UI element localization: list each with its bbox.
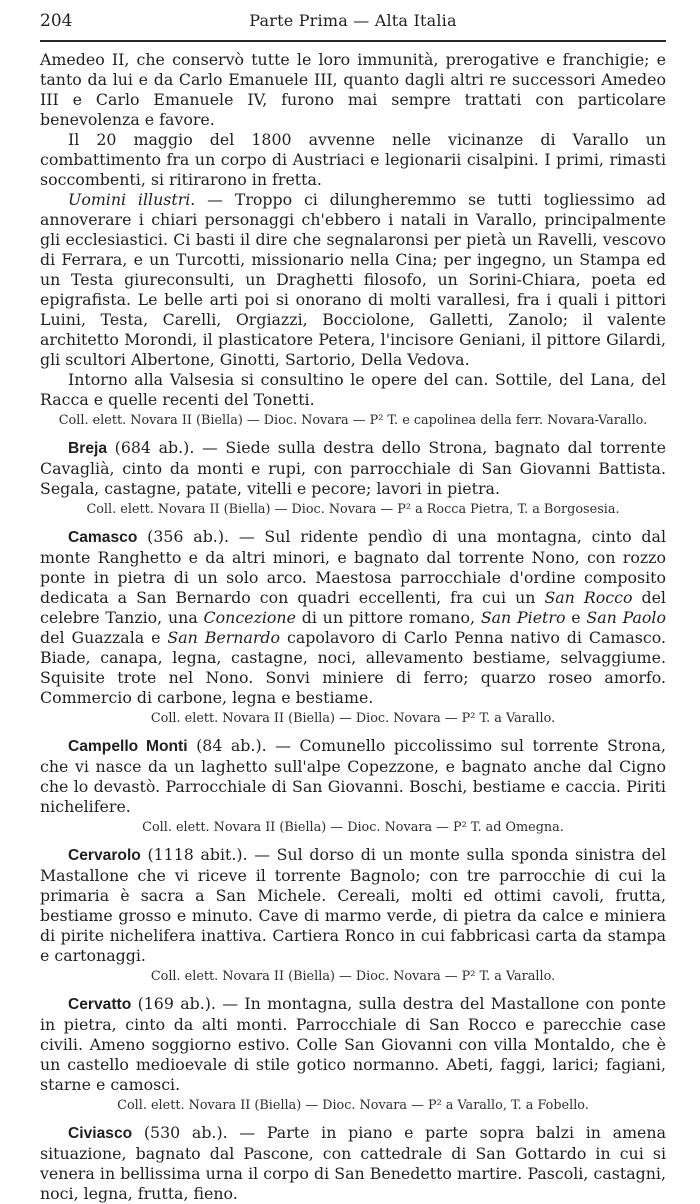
entry-description: — In montagna, sulla destra del Mastallone con ponte in pietra, cinto da alti monti. Parrocchiale di San Rocco e parecchie case civili. Ameno soggiorno estivo. Colle San Giovanni con villa Montaldo, che è un castello medioevale di stile gotico normanno. Abeti, faggi, larici; fagiani, starne e camosci. <box>40 994 666 1094</box>
document-page <box>40 10 667 1203</box>
battle-paragraph: Il 20 maggio del 1800 avvenne nelle vicinanze di Varallo un combattimento fra un corpo di Austriaci e legionarii cisalpini. I primi, rimasti soccombenti, si ritirarono in fretta. <box>40 130 666 189</box>
page-body <box>40 50 666 1204</box>
entry-description: — Sul dorso di un monte sulla sponda sinistra del Mastallone che vi riceve il torrente Bagnolo; con tre parrocchie di cui la primaria è sacra a San Michele. Cereali, molti ed ottimi cavoli, frutta, bestiame grosso e minuto. Cave di marmo verde, di pietra da calce e miniera di pirite nichelifera inattiva. Cartiera Ronco in cui fabbricasi carta da stampa e cartonaggi. <box>40 845 667 965</box>
opening-administrative-note: Coll. elett. Novara II (Biella) — Dioc. Novara — P² T. e capolinea della ferr. Novara-Varallo. <box>58 413 648 428</box>
entry-description-part: di un pittore romano, <box>295 608 481 627</box>
entry-description-part: del Guazzala e <box>40 628 168 647</box>
notable-people-paragraph <box>40 190 666 370</box>
notable-people-text: — Troppo ci dilungheremmo se tutti togliessimo ad annoverare i chiari personaggi ch'ebbero i natali in Varallo, principalmente gli ecclesiastici. Ci basti il dire che segnalaronsi per pietà un Ravelli, vescovo di Ferrara, e un Turcotti, missionario nella Cina; per ingegno, un Stampa ed un Testa giureconsulti, un Draghetti filosofo, un Sorini-Chiara, poeta ed epigrafista. Le belle arti poi si onorano di molti varallesi, fra i quali i pittori Luini, Testa, Carelli, Orgiazzi, Bocciolone, Galletti, Zanolo; il valente architetto Morondi, il plasticatore Petera, l'incisore Geniani, il pittore Gilardi, gli scultori Albertone, Ginotti, Sartorio, Della Vedova. <box>40 190 666 369</box>
entry-title: Cervatto <box>68 996 132 1013</box>
notable-people-heading: Uomini illustri. <box>68 190 196 209</box>
entry-paragraph <box>40 845 666 966</box>
entry-description: — Comunello piccolissimo sul torrente Strona, che vi nasce da un laghetto sull'alpe Copezzone, e bagnato anche dal Cigno che lo devastò. Parrocchiale di San Giovanni. Boschi, bestiame e caccia. Piriti nichelifere. <box>40 736 667 816</box>
artwork-title: San Bernardo <box>167 628 281 647</box>
entry-administrative-note: Coll. elett. Novara II (Biella) — Dioc. Novara — P² T. a Varallo. <box>150 711 556 726</box>
entry-title: Cervarolo <box>68 847 141 864</box>
page-header <box>40 10 666 42</box>
references-paragraph: Intorno alla Valsesia si consultino le opere del can. Sottile, del Lana, del Racca e quelle recenti del Tonetti. <box>40 370 666 409</box>
entry-description: — Parte in piano e parte sopra balzi in amena situazione, bagnato dal Pascone, con cattedrale di San Gottardo in cui si venera in bellissima urna il corpo di San Benedetto martire. Pascoli, castagni, noci, legna, frutta, fieno. <box>40 1123 667 1203</box>
entry-population: (1118 abit.). <box>140 845 248 864</box>
entry-paragraph <box>40 527 666 708</box>
entry-breja <box>40 438 666 519</box>
opening-paragraph: Amedeo II, che conservò tutte le loro immunità, prerogative e franchigie; e tanto da lui e da Carlo Emanuele III, quanto dagli altri re successori Amedeo III e Carlo Emanuele IV, furono mai sempre trattati con particolare benevolenza e favore. <box>40 50 666 129</box>
entry-description-part: del celebre Tanzio, una <box>40 588 666 627</box>
entry-administrative-note: Coll. elett. Novara II (Biella) — Dioc. Novara — P² a Varallo, T. a Fobello. <box>117 1098 589 1113</box>
entry-campello-monti <box>40 736 666 837</box>
entry-paragraph <box>40 1123 666 1204</box>
entry-population: (684 ab.). <box>107 438 195 457</box>
artwork-title: San Paolo <box>586 608 666 627</box>
entry-camasco <box>40 527 666 728</box>
entry-title: Campello Monti <box>68 738 188 755</box>
entry-administrative-note: Coll. elett. Novara II (Biella) — Dioc. Novara — P² T. a Varallo. <box>150 969 556 984</box>
entry-description: — Siede sulla destra dello Strona, bagnato dal torrente Cavaglià, cinto da monti e rupi, con parrocchiale di San Giovanni Battista. Segala, castagne, patate, vitelli e pecore; lavori in pietra. <box>40 438 667 498</box>
artwork-title: Concezione <box>203 608 296 627</box>
entry-administrative-note: Coll. elett. Novara II (Biella) — Dioc. Novara — P² T. ad Omegna. <box>142 820 564 835</box>
artwork-title: San Pietro <box>480 608 566 627</box>
running-title: Parte Prima — Alta Italia <box>249 11 457 30</box>
entry-paragraph <box>40 736 666 817</box>
entry-administrative-note: Coll. elett. Novara II (Biella) — Dioc. Novara — P² a Rocca Pietra, T. a Borgosesia. <box>86 502 620 517</box>
entry-cervatto <box>40 994 666 1115</box>
page-number: 204 <box>40 11 73 31</box>
entry-description-part: capolavoro di Carlo Penna nativo di Camasco. Biade, canapa, legna, castagne, noci, allevamento bestiame, selvaggiume. Squisite trote nel Nono. Sonvi miniere di ferro; quarzo roseo amorfo. Commercio di carbone, legna e bestiame. <box>40 628 666 707</box>
entry-paragraph <box>40 438 666 499</box>
artwork-title: San Rocco <box>544 588 633 607</box>
entry-population: (84 ab.). <box>187 736 267 755</box>
entry-population: (169 ab.). <box>131 994 216 1013</box>
entry-population: (530 ab.). <box>132 1123 228 1142</box>
entry-title: Camasco <box>68 529 138 546</box>
entry-civiasco <box>40 1123 666 1204</box>
entry-title: Breja <box>68 440 108 457</box>
entry-cervarolo <box>40 845 666 986</box>
entry-description-part: e <box>565 608 587 627</box>
entry-description-part: — Sul ridente pendìo di una montagna, cinto dal monte Ranghetto e da altri minori, e bagnato dal torrente Nono, con rozzo ponte in pietra di un solo arco. Maestosa parrocchiale d'ordine composito dedicata a San Bernardo con quadri eccellenti, fra cui un <box>40 527 666 607</box>
entry-paragraph <box>40 994 666 1095</box>
entry-population: (356 ab.). <box>137 527 230 546</box>
entry-title: Civiasco <box>68 1125 133 1142</box>
